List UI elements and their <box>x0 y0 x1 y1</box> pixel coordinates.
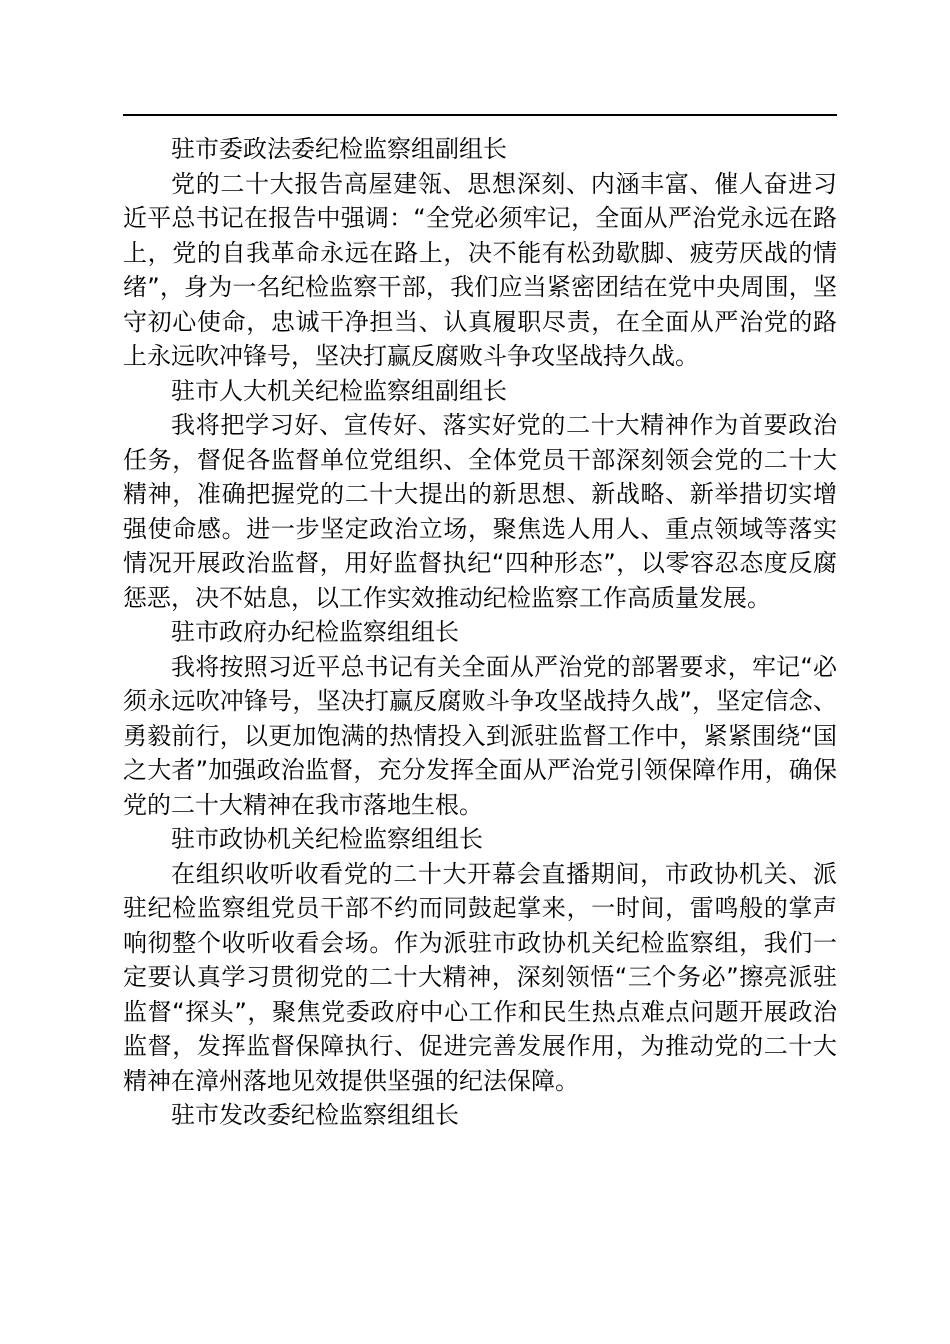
section-heading: 驻市政协机关纪检监察组组长 <box>171 825 483 853</box>
section-heading: 驻市发改委纪检监察组组长 <box>171 1101 459 1129</box>
header-rule <box>123 114 837 116</box>
document-body <box>123 132 837 1133</box>
section-paragraph: 党的二十大报告高屋建瓴、思想深刻、内涵丰富、催人奋进习近平总书记在报告中强调：“全党必须牢记，全面从严治党永远在路上，党的自我革命永远在路上，决不能有松劲歇脚、疲劳厌战的情绪”，身为一名纪检监察干部，我们应当紧密团结在党中央周围，坚守初心使命，忠诚干净担当、认真履职尽责，在全面从严治党的路上永远吹冲锋号，坚决打赢反腐败斗争攻坚战持久战。 <box>123 169 837 370</box>
section-paragraph: 我将按照习近平总书记有关全面从严治党的部署要求，牢记“必须永远吹冲锋号，坚决打赢反腐败斗争攻坚战持久战”，坚定信念、勇毅前行，以更加饱满的热情投入到派驻监督工作中，紧紧围绕“国之大者”加强政治监督，充分发挥全面从严治党引领保障作用，确保党的二十大精神在我市落地生根。 <box>123 652 837 819</box>
section-paragraph: 我将把学习好、宣传好、落实好党的二十大精神作为首要政治任务，督促各监督单位党组织、全体党员干部深刻领会党的二十大精神，准确把握党的二十大提出的新思想、新战略、新举措切实增强使命感。进一步坚定政治立场，聚焦选人用人、重点领域等落实情况开展政治监督，用好监督执纪“四种形态”，以零容忍态度反腐惩恶，决不姑息，以工作实效推动纪检监察工作高质量发展。 <box>123 411 837 612</box>
section-heading: 驻市政府办纪检监察组组长 <box>171 618 459 646</box>
section-paragraph: 在组织收听收看党的二十大开幕会直播期间，市政协机关、派驻纪检监察组党员干部不约而同鼓起掌来，一时间，雷鸣般的掌声响彻整个收听收看会场。作为派驻市政协机关纪检监察组，我们一定要认真学习贯彻党的二十大精神，深刻领悟“三个务必”擦亮派驻监督“探头”，聚焦党委政府中心工作和民生热点难点问题开展政治监督，发挥监督保障执行、促进完善发展作用，为推动党的二十大精神在漳州落地见效提供坚强的纪法保障。 <box>123 859 837 1095</box>
section-heading: 驻市委政法委纪检监察组副组长 <box>171 135 507 163</box>
section-heading: 驻市人大机关纪检监察组副组长 <box>171 376 507 405</box>
